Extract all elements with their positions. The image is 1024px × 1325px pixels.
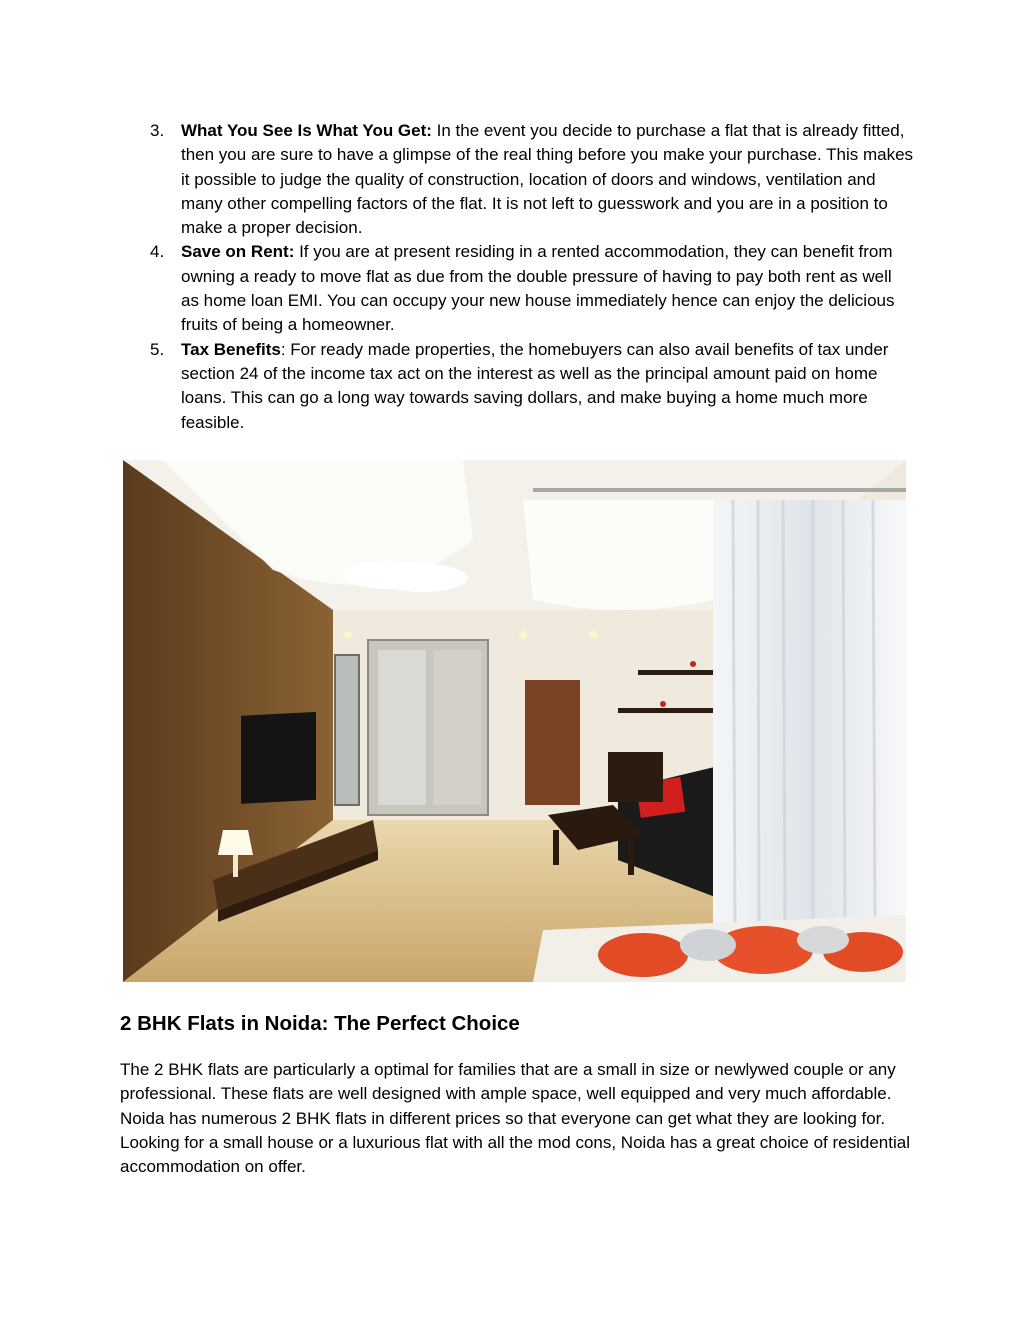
section-paragraph: The 2 BHK flats are particularly a optimal for families that are a small in size or newlywed couple or any professional. These flats are well designed with ample space, well equipped and very much affordable. Noida has numerous 2 BHK flats in different prices so that everyone can get what they are looking for. Looking for a small house or a luxurious flat with all the mod cons, Noida has a great choice of residential accommodation on offer. (120, 1060, 910, 1177)
list-item-text: If you are at present residing in a rented accommodation, they can benefit from owning a ready to move flat as due from the double pressure of having to pay both rent as well as home loan EMI. You can occupy your new house immediately hence can enjoy the delicious fruits of being a homeowner. (181, 242, 895, 335)
list-item-text: In the event you decide to purchase a flat that is already fitted, then you are sure to have a glimpse of the real thing before you make your purchase. This makes it possible to judge the quality of construction, location of doors and windows, ventilation and many other compelling factors of the flat. It is not left to guesswork and you are in a position to make a proper decision. (181, 121, 914, 238)
list-number: 5. (150, 339, 165, 359)
apartment-interior-photo (123, 460, 906, 982)
list-item (0, 240, 1024, 337)
list-item-title: What You See Is What You Get: (181, 121, 432, 140)
list-item-title: Save on Rent: (181, 242, 295, 262)
list-item-title: Tax Benefits (181, 339, 281, 359)
list-item (0, 338, 1024, 435)
list-number: 4. (150, 242, 165, 262)
section-heading: 2 BHK Flats in Noida: The Perfect Choice (120, 1012, 520, 1035)
benefits-list (0, 119, 1024, 435)
list-item (0, 119, 1024, 240)
list-item-text: : For ready made properties, the homebuyers can also avail benefits of tax under section 24 of the income tax act on the interest as well as the principal amount paid on home loans. This can go a long way towards saving dollars, and make buying a home much more feasible. (181, 339, 889, 432)
list-number: 3. (150, 121, 165, 140)
